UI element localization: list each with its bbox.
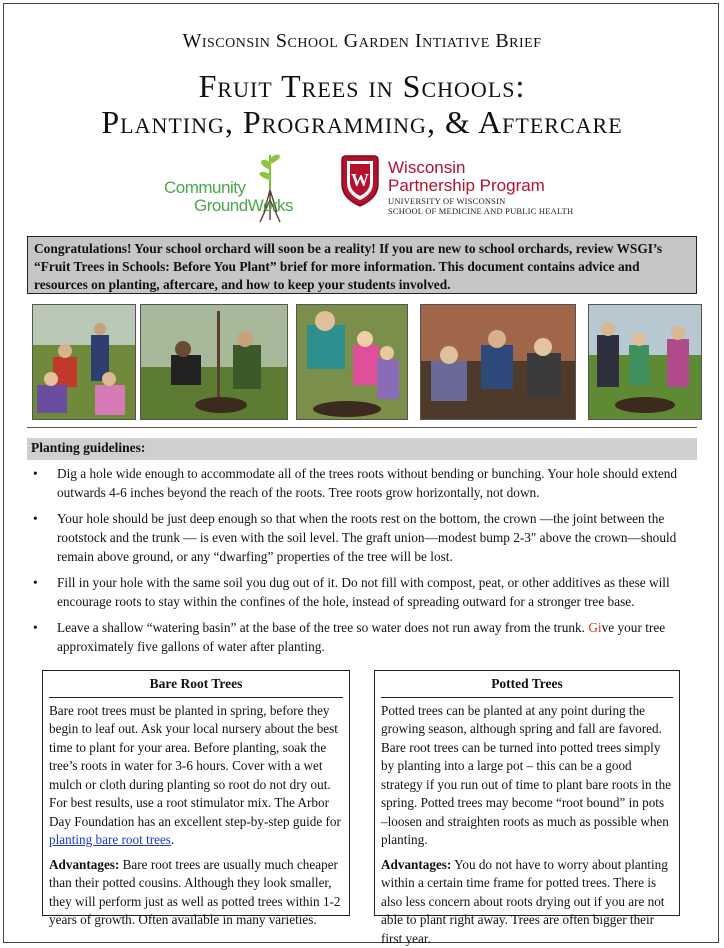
wpp-line1: Wisconsin	[388, 158, 466, 177]
bare-root-guide-link[interactable]: planting bare root trees	[49, 832, 171, 847]
photo-5	[588, 304, 702, 420]
bare-root-box	[42, 670, 350, 927]
photo-strip	[0, 304, 724, 420]
bullet-icon: •	[33, 575, 38, 590]
bare-root-title: Bare Root Trees	[49, 675, 343, 698]
photo-1	[32, 304, 136, 420]
list-item	[27, 464, 701, 502]
page-title-line2: Planting, Programming, & Aftercare	[101, 104, 623, 140]
list-item	[27, 509, 701, 566]
bullet-icon: •	[33, 511, 38, 526]
wpp-line4: SCHOOL OF MEDICINE AND PUBLIC HEALTH	[388, 206, 574, 216]
cgw-word-community: Community	[164, 178, 246, 197]
potted-adv-text: You do not have to worry about planting within a certain time frame for potted trees. There is also less concern about roots drying out if you are not able to plant right away. Trees are often bigger their first year.	[381, 856, 668, 946]
potted-title: Potted Trees	[381, 675, 673, 698]
community-groundworks-logo	[162, 150, 322, 228]
list-item	[27, 573, 701, 611]
potted-body: Potted trees can be planted at any point during the growing season, although spring and fall are favored. Bare root trees can be turned into potted trees simply by planting into a large pot – this can be a good strategy if you run out of time to plant bare roots in the spring. Potted trees may become “root bound” in pots –loosen and straighten roots as much as possible when planting.	[381, 702, 672, 847]
bullet-icon: •	[33, 466, 38, 481]
photo-4	[420, 304, 576, 420]
section-divider	[27, 427, 697, 428]
planting-guidelines-heading: Planting guidelines:	[27, 438, 697, 460]
bare-root-adv-text: Bare root trees are usually much cheaper than their potted cousins. Although they look smaller, they will perform just as well as potted trees within 1-2 years of growth. Often available in many varieties.	[49, 856, 341, 927]
potted-adv-label: Advantages:	[381, 856, 452, 872]
bare-root-link-end: .	[170, 832, 175, 847]
list-item-text-b: ve your tree approximately five gallons of water after planting.	[57, 620, 666, 654]
sprout-logo-icon	[250, 150, 290, 228]
crest-logo-icon	[338, 152, 382, 208]
wisconsin-partnership-logo	[338, 150, 598, 228]
bare-root-advantages	[49, 856, 343, 930]
crest-letter: W	[351, 170, 369, 190]
bullet-icon: •	[33, 620, 38, 635]
wpp-line3: UNIVERSITY OF WISCONSIN	[388, 196, 506, 206]
wpp-line2: Partnership Program	[388, 176, 545, 195]
list-item-text-a: Leave a shallow “watering basin” at the base of the tree so water does not run away from the trunk.	[57, 620, 589, 635]
photo-3	[296, 304, 408, 420]
list-item-text: Dig a hole wide enough to accommodate all of the trees roots without bending or bunching. Your hole should extend outwards 4-6 inches beyond the reach of the roots. Tree roots grow horizontally, not down.	[57, 466, 678, 500]
page-title-line1: Fruit Trees in Schools:	[198, 68, 526, 104]
bare-root-body	[49, 702, 343, 850]
intro-box: Congratulations! Your school orchard will soon be a reality! If you are new to school orchards, review WSGI’s “Fruit Trees in Schools: Before You Plant” brief for more information. This document contains advice and resources on planting, aftercare, and how to keep your students involved.	[27, 236, 697, 294]
list-item-text-red: Gi	[588, 620, 602, 635]
bare-root-text: Bare root trees must be planted in spring, before they begin to leaf out. Ask your local nursery about the best time to plant for your area. Before planting, soak the tree’s roots in water for 3-6 hours. Cover with a wet mulch or cloth during planting so root do not dry out. For best results, use a root stimulator mix. The Arbor Day Foundation has an excellent step-by-step guide for	[49, 702, 341, 829]
cgw-word-groundworks: GroundWorks	[194, 196, 294, 215]
planting-list	[27, 464, 701, 663]
list-item-text: Your hole should be just deep enough so that when the roots rest on the bottom, the crown —the joint between the rootstock and the trunk — is even with the soil level. The graft union—modest bump 2-3" above the crown—should remain above ground, or any “dwarfing” properties of the tree will be lost.	[57, 511, 677, 564]
potted-advantages	[381, 856, 673, 948]
potted-box	[374, 670, 680, 946]
brief-label: Wisconsin School Garden Intiative Brief	[182, 30, 542, 52]
bare-root-adv-label: Advantages:	[49, 856, 120, 872]
logo-row	[0, 150, 724, 228]
photo-2	[140, 304, 288, 420]
list-item-text: Fill in your hole with the same soil you dug out of it. Do not fill with compost, peat, or other additives as these will encourage roots to stay within the confines of the hole, instead of spreading outward for a stronger tree base.	[57, 575, 670, 609]
list-item	[27, 618, 701, 656]
